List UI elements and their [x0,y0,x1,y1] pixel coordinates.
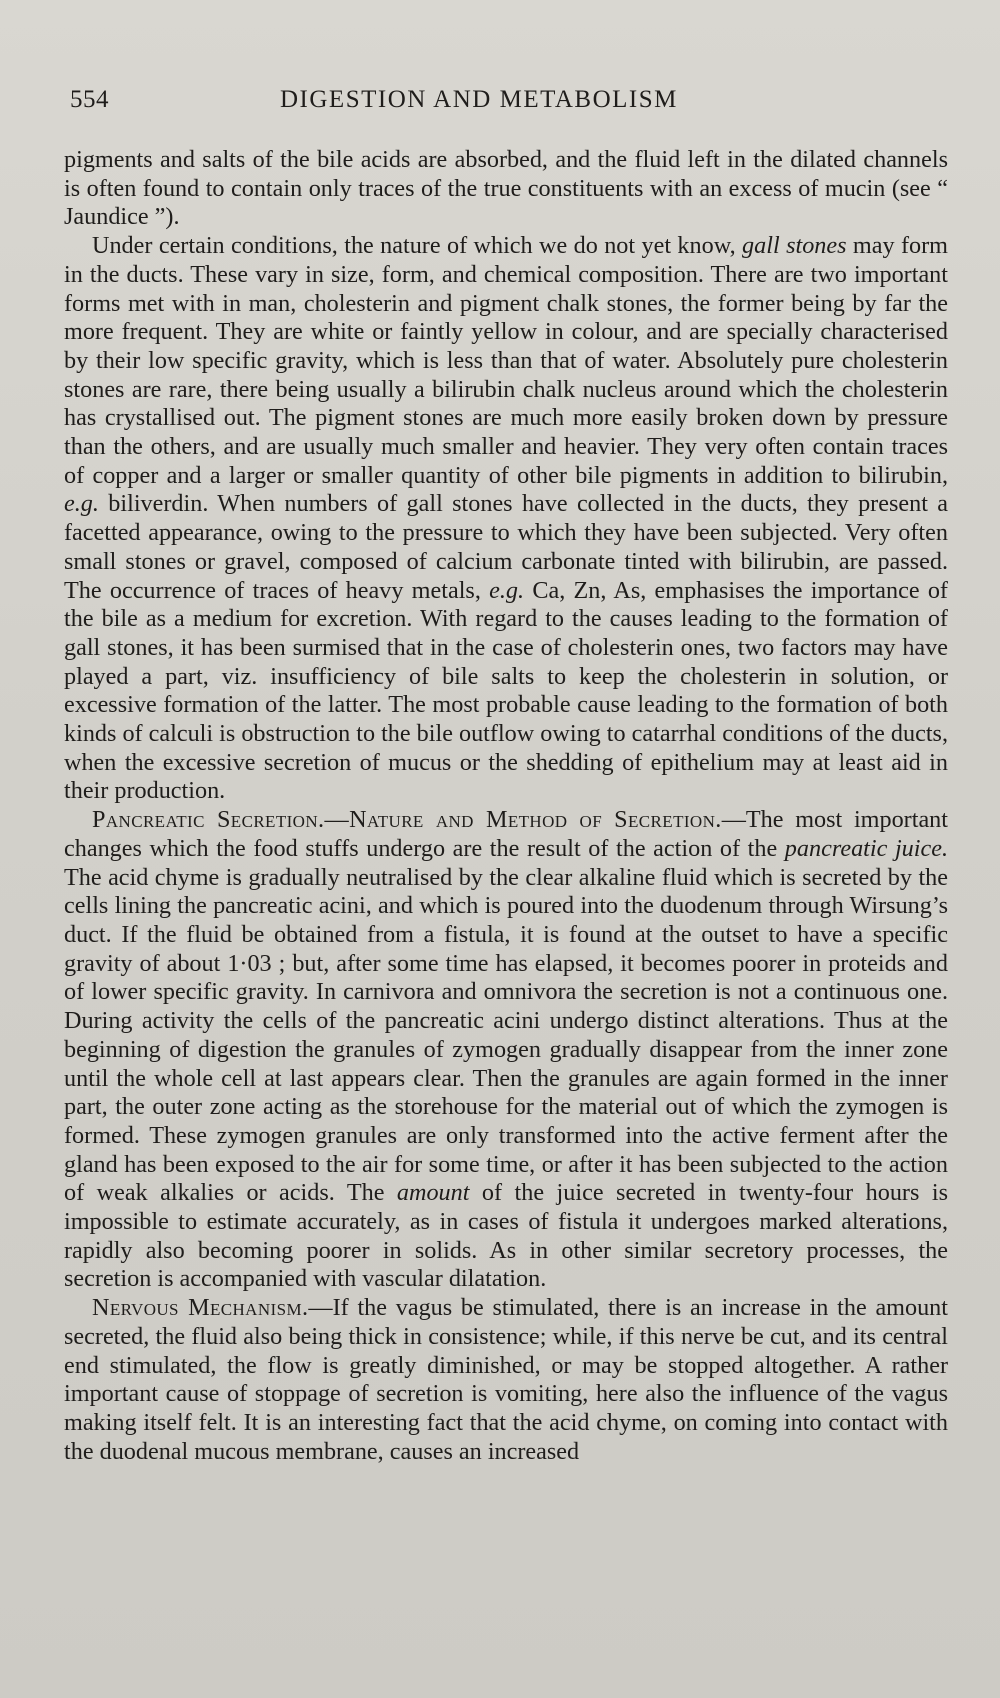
paragraph-text: Under certain conditions, the nature of which we do not yet know, [92,232,743,260]
page-number: 554 [70,86,109,113]
body-text [64,146,948,1466]
paragraph-bile-absorption [64,146,948,232]
section-heading: Nervous Mechanism. [92,1294,309,1322]
page-header [70,86,950,126]
italic-abbreviation: e.g. [64,490,99,518]
italic-term: amount [396,1179,470,1207]
paragraph-text: of the juice secreted in twenty-four hours is impossible to estimate accurately, as in cases of fistula it undergoes marked alterations, rapidly also becoming poorer in solids. As in other similar secretory processes, the secretion is accompanied with vascular dilatation. [64,1179,948,1293]
paragraph-text: Ca, Zn, As, emphasises the importance of the bile as a medium for excretion. With regard to the causes leading to the formation of gall stones, it has been surmised that in the case of cholesterin ones, two factors may have played a part, viz. insufficiency of bile salts to keep the cholesterin in solution, or excessive formation of the latter. The most probable cause leading to the formation of both kinds of calculi is obstruction to the bile outflow owing to catarrhal conditions of the ducts, when the excessive secretion of mucus or the shedding of epithelium may at least aid in their production. [64,576,949,805]
paragraph-pancreatic-secretion [64,806,948,1294]
paragraph-text: pigments and salts of the bile acids are absorbed, and the fluid left in the dilated channels is often found to contain only traces of the true constituents with an excess of mucin (see “ Jaundice ”). [64,146,948,231]
paragraph-text: —The most important changes which the food stuffs undergo are the result of the action of the [64,806,948,862]
paragraph-gall-stones [64,232,948,806]
paragraph-text: biliverdin. When numbers of gall stones have collected in the ducts, they present a facetted appearance, owing to the pressure to which they have been subjected. Very often small stones or gravel, composed of calcium carbonate tinted with bilirubin, are passed. The occurrence of traces of heavy metals, [64,490,948,604]
paragraph-nervous-mechanism [64,1294,948,1466]
italic-abbreviation: e.g. [489,576,525,604]
running-head: DIGESTION AND METABOLISM [280,86,678,113]
italic-term: pancreatic juice. [784,834,948,862]
italic-term: gall stones [742,232,847,260]
section-heading: Pancreatic Secretion.—Nature and Method of Secretion. [92,806,722,834]
paragraph-text: may form in the ducts. These vary in size, form, and chemical composition. There are two important forms met with in man, cholesterin and pigment chalk stones, the former being by far the more frequent. They are white or faintly yellow in colour, and are specially characterised by their low specific gravity, which is less than that of water. Absolutely pure cholesterin stones are rare, there being usually a bilirubin chalk nucleus around which the cholesterin has crystallised out. The pigment stones are much more easily broken down by pressure than the others, and are usually much smaller and heavier. They very often contain traces of copper and a larger or smaller quantity of other bile pigments in addition to bilirubin, [64,232,948,489]
paragraph-text: The acid chyme is gradually neutralised by the clear alkaline fluid which is secreted by the cells lining the pancreatic acini, and which is poured into the duodenum through Wirsung’s duct. If the fluid be obtained from a fistula, it is found at the outset to have a specific gravity of about 1·03 ; but, after some time has elapsed, it becomes poorer in proteids and of lower specific gravity. In carnivora and omnivora the secretion is not a continuous one. During activity the cells of the pancreatic acini undergo distinct alterations. Thus at the beginning of digestion the granules of zymogen gradually disappear from the inner zone until the whole cell at last appears clear. Then the granules are again formed in the inner part, the outer zone acting as the storehouse for the material out of which the zymogen is formed. These zymogen granules are only transformed into the active ferment after the gland has been exposed to the air for some time, or after it has been subjected to the action of weak alkalies or acids. The [64,863,948,1207]
paragraph-text: —If the vagus be stimulated, there is an increase in the amount secreted, the fluid also being thick in consistence; while, if this nerve be cut, and its central end stimulated, the flow is greatly diminished, or may be stopped altogether. A rather important cause of stoppage of secretion is vomiting, here also the influence of the vagus making itself felt. It is an interesting fact that the acid chyme, on coming into contact with the duodenal mucous membrane, causes an increased [64,1294,948,1465]
